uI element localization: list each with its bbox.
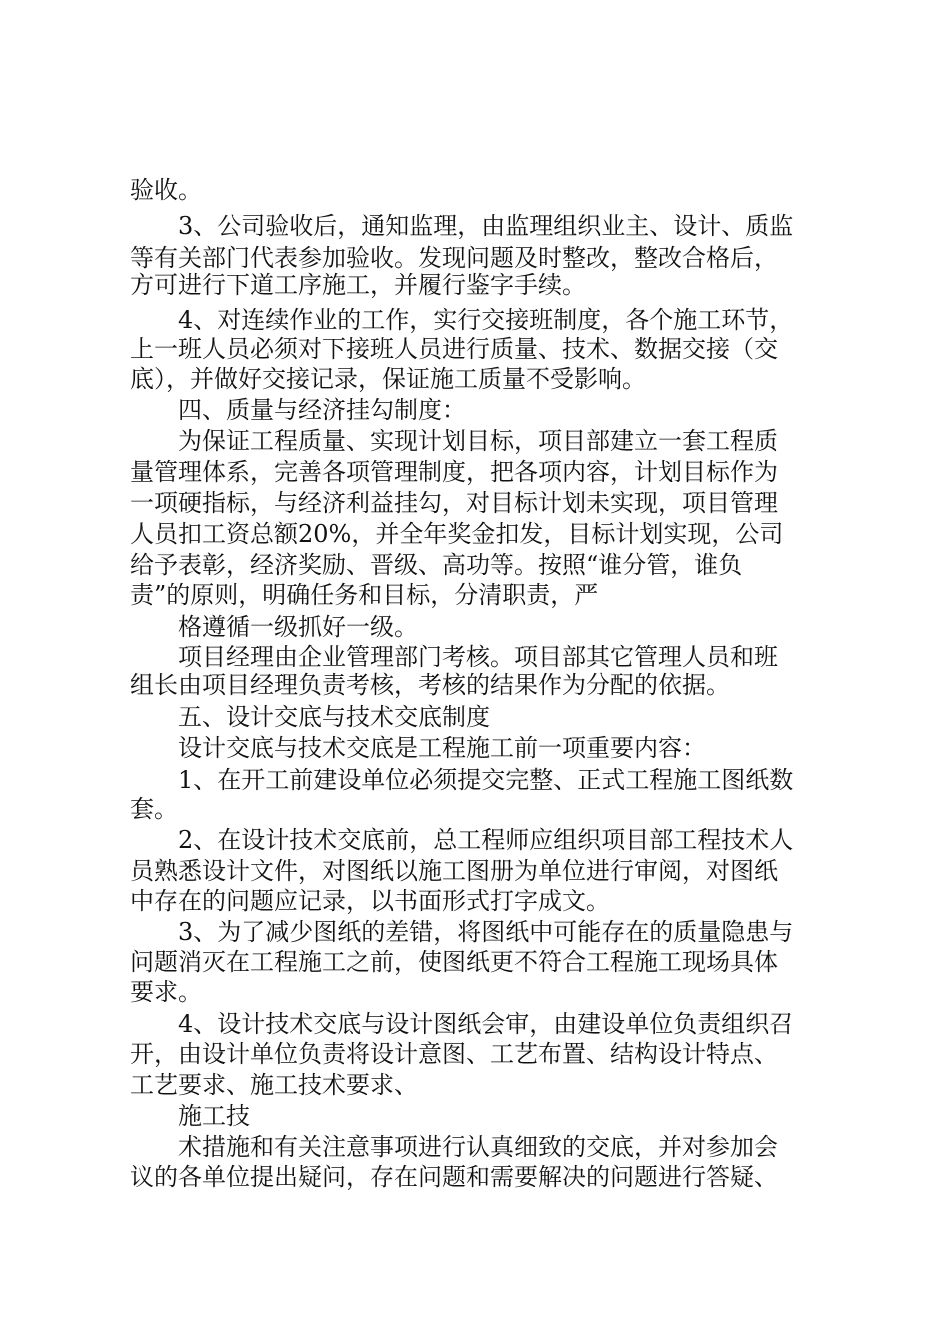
- text-line: 议的各单位提出疑问，存在问题和需要解决的问题进行答疑、: [130, 1163, 778, 1191]
- text-line: 等有关部门代表参加验收。发现问题及时整改，整改合格后，: [130, 244, 778, 272]
- text-line: 4、设计技术交底与设计图纸会审，由建设单位负责组织召: [178, 1010, 794, 1038]
- text-line: 设计交底与技术交底是工程施工前一项重要内容：: [178, 734, 706, 762]
- section-heading: 四、质量与经济挂勾制度：: [178, 396, 466, 424]
- text-line: 3、公司验收后，通知监理，由监理组织业主、设计、质监: [178, 212, 794, 240]
- text-line: 底），并做好交接记录，保证施工质量不受影响。: [130, 365, 646, 393]
- text-line: 量管理体系，完善各项管理制度，把各项内容，计划目标作为: [130, 458, 778, 486]
- text-line: 工艺要求、施工技术要求、: [130, 1071, 418, 1099]
- text-line: 验收。: [130, 176, 202, 204]
- text-line: 一项硬指标，与经济利益挂勾，对目标计划未实现，项目管理: [130, 489, 778, 517]
- text-line: 员熟悉设计文件，对图纸以施工图册为单位进行审阅，对图纸: [130, 857, 778, 885]
- text-line: 要求。: [130, 978, 202, 1006]
- text-line: 套。: [130, 795, 178, 823]
- text-line: 方可进行下道工序施工，并履行鉴字手续。: [130, 271, 586, 299]
- text-line: 1、在开工前建设单位必须提交完整、正式工程施工图纸数: [178, 766, 794, 794]
- text-line: 人员扣工资总额20%，并全年奖金扣发，目标计划实现，公司: [130, 520, 784, 548]
- text-line: 责”的原则，明确任务和目标，分清职责，严: [130, 581, 599, 609]
- text-line: 上一班人员必须对下接班人员进行质量、技术、数据交接（交: [130, 335, 778, 363]
- section-heading: 五、设计交底与技术交底制度: [178, 703, 490, 731]
- text-line: 开，由设计单位负责将设计意图、工艺布置、结构设计特点、: [130, 1040, 778, 1068]
- text-line: 施工技: [178, 1102, 250, 1130]
- text-line: 3、为了减少图纸的差错，将图纸中可能存在的质量隐患与: [178, 918, 794, 946]
- text-line: 给予表彰，经济奖励、晋级、高功等。按照“谁分管，谁负: [130, 551, 743, 579]
- text-line: 2、在设计技术交底前，总工程师应组织项目部工程技术人: [178, 826, 794, 854]
- text-line: 格遵循一级抓好一级。: [178, 613, 418, 641]
- text-line: 术措施和有关注意事项进行认真细致的交底，并对参加会: [178, 1133, 778, 1161]
- text-line: 4、对连续作业的工作，实行交接班制度，各个施工环节，: [178, 306, 794, 334]
- text-line: 问题消灭在工程施工之前，使图纸更不符合工程施工现场具体: [130, 948, 778, 976]
- text-line: 为保证工程质量、实现计划目标，项目部建立一套工程质: [178, 427, 778, 455]
- text-line: 项目经理由企业管理部门考核。项目部其它管理人员和班: [178, 643, 778, 671]
- text-line: 组长由项目经理负责考核，考核的结果作为分配的依据。: [130, 671, 730, 699]
- text-line: 中存在的问题应记录，以书面形式打字成文。: [130, 887, 610, 915]
